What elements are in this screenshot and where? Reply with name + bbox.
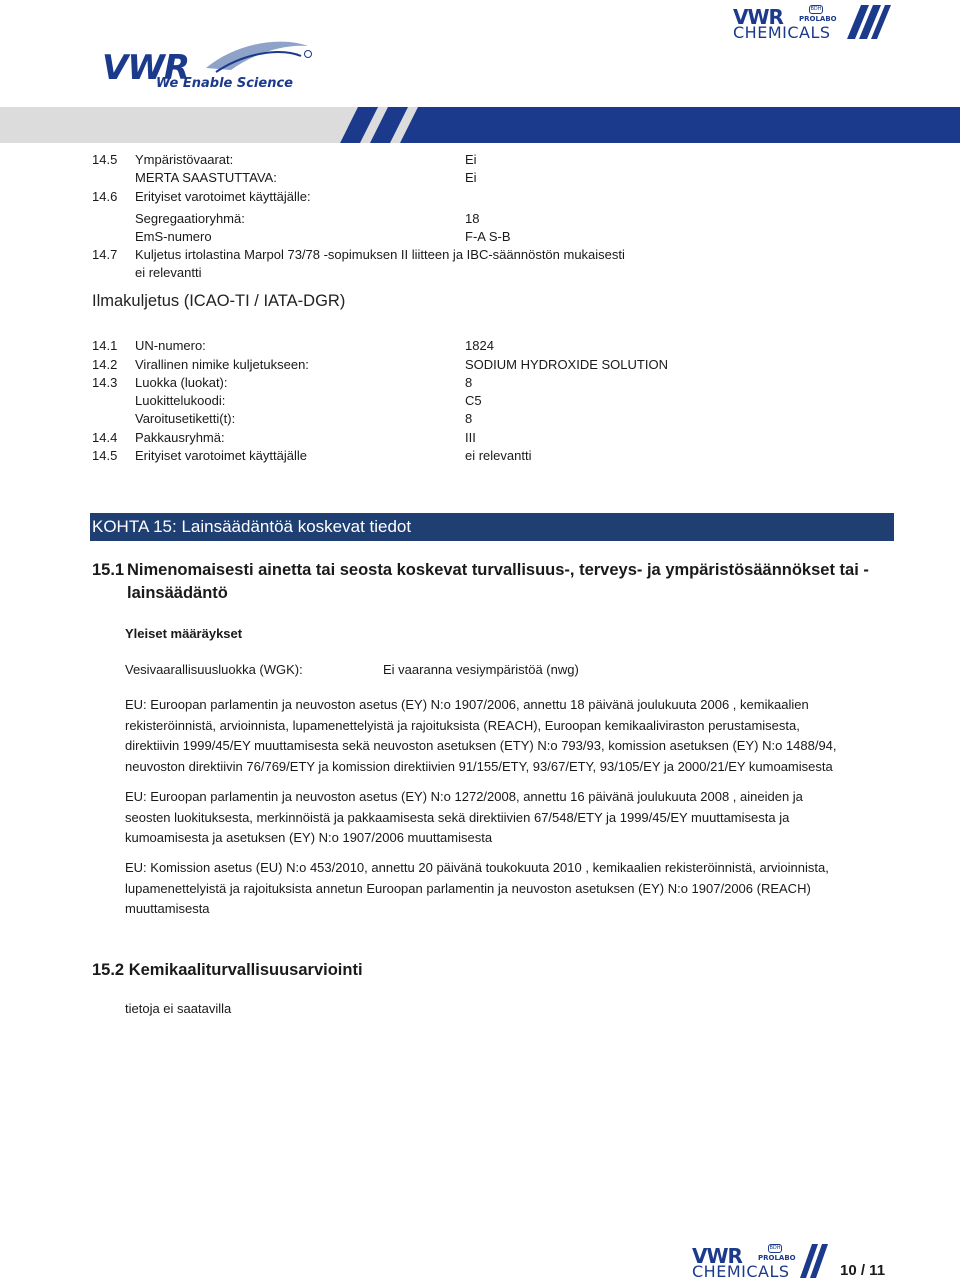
regulation-paragraph: EU: Komission asetus (EU) N:o 453/2010, annettu 20 päivänä toukokuuta 2010 , kemikaalien rekisteröinnistä, arvioinnista, lupamenettelyistä ja rajoituksista annetun Euroopan parlamentin ja neuvoston asetuksen (EY) N:o 1907/2006 (REACH) muuttamisesta	[125, 860, 829, 916]
vwr-chemicals-logo-top	[733, 5, 893, 45]
sea-row-label: Kuljetus irtolastina Marpol 73/78 -sopimuksen II liitteen ja IBC-säännöstön mukaisesti	[135, 247, 625, 262]
header-wedge-decoration	[330, 107, 960, 143]
sea-row-num: 14.5	[92, 152, 118, 167]
air-row-value: 8	[465, 375, 473, 390]
regulation-paragraph: EU: Euroopan parlamentin ja neuvoston asetus (EY) N:o 1907/2006, annettu 18 päivänä joulukuuta 2006 , kemikaalien rekisteröinnistä, arvioinnista, lupamenettelyistä ja rajoituksista (REACH), Euroopan kemikaaliviraston perustamisesta, direktiivin 1999/45/EY muuttamisesta sekä neuvoston asetuksen (ETY) N:o 793/93, komission asetuksen (EY) N:o 1488/94, neuvoston direktiivin 76/769/ETY ja komission direktiivien 91/155/ETY, 93/67/ETY, 93/105/EY ja 2000/21/EY kumoamisesta	[125, 697, 837, 774]
sea-row-label: MERTA SAASTUTTAVA:	[135, 170, 277, 185]
chem-logo-badge: BDH	[810, 6, 822, 12]
vwr-main-logo	[96, 38, 316, 98]
air-row-label: Varoitusetiketti(t):	[135, 411, 236, 426]
sea-row-value: Ei	[465, 152, 477, 167]
air-row-value: 1824	[465, 338, 494, 353]
sea-row-num: 14.7	[92, 247, 118, 262]
page-number: 10 / 11	[840, 1262, 886, 1279]
sea-row-label: Erityiset varotoimet käyttäjälle:	[135, 189, 311, 204]
air-row-num: 14.3	[92, 375, 118, 390]
wgk-label: Vesivaarallisuusluokka (WGK):	[125, 662, 303, 677]
chem-logo-chemicals: CHEMICALS	[733, 23, 831, 42]
air-row-label: Virallinen nimike kuljetukseen:	[135, 357, 309, 372]
sea-row-label: EmS-numero	[135, 229, 212, 244]
subsection-15-2-title: 15.2 Kemikaaliturvallisuusarviointi	[92, 961, 363, 979]
air-row-value: C5	[465, 393, 482, 408]
air-row-label: Luokka (luokat):	[135, 375, 228, 390]
sea-row-num: 14.6	[92, 189, 118, 204]
chem-logo-vwr: VWR	[733, 5, 783, 29]
air-transport-heading: Ilmakuljetus (ICAO-TI / IATA-DGR)	[92, 292, 346, 310]
chem-logo-prolabo: PROLABO	[799, 15, 837, 23]
air-row-label: Erityiset varotoimet käyttäjälle	[135, 448, 307, 463]
chem-logo-stripes-icon	[847, 5, 891, 39]
sea-row-value: F-A S-B	[465, 229, 511, 244]
air-row-num: 14.2	[92, 357, 118, 372]
sea-row-value: Ei	[465, 170, 477, 185]
sea-row-label: Ympäristövaarat:	[135, 152, 234, 167]
chem-logo-badge: BDH	[769, 1245, 781, 1251]
air-row-value: 8	[465, 411, 473, 426]
chem-logo-prolabo: PROLABO	[758, 1254, 796, 1262]
vwr-logo-tagline: We Enable Science	[156, 76, 293, 91]
subsection-15-1-title-line2: lainsäädäntö	[127, 584, 228, 602]
subsection-15-1-number: 15.1	[92, 561, 125, 579]
chem-logo-stripes-icon	[800, 1244, 830, 1278]
general-regulations-heading: Yleiset määräykset	[125, 626, 243, 641]
air-row-num: 14.4	[92, 430, 118, 445]
section-15-title-bar: KOHTA 15: Lainsäädäntöä koskevat tiedot	[90, 513, 894, 541]
vwr-logo-word: VWR	[102, 48, 189, 88]
air-row-label: Pakkausryhmä:	[135, 430, 225, 445]
air-row-label: UN-numero:	[135, 338, 206, 353]
subsection-15-2-text: tietoja ei saatavilla	[125, 1001, 232, 1016]
vwr-chemicals-logo-footer	[692, 1244, 852, 1284]
air-row-value: III	[465, 430, 476, 445]
regulation-paragraph: EU: Euroopan parlamentin ja neuvoston asetus (EY) N:o 1272/2008, annettu 16 päivänä joulukuuta 2008 , aineiden ja seosten luokituksesta, merkinnöistä ja pakkaamisesta sekä direktiivien 67/548/ETY ja 1999/45/EY muuttamisesta ja kumoamisesta ja asetuksen (EY) N:o 1907/2006 muuttamisesta	[125, 789, 803, 845]
air-row-value: SODIUM HYDROXIDE SOLUTION	[465, 357, 668, 372]
air-row-label: Luokittelukoodi:	[135, 393, 226, 408]
sea-row-label: Segregaatioryhmä:	[135, 211, 245, 226]
wgk-value: Ei vaaranna vesiympäristöä (nwg)	[383, 662, 579, 677]
sea-row-value: 18	[465, 211, 480, 226]
air-row-value: ei relevantti	[465, 448, 532, 463]
subsection-15-1-title-line1: Nimenomaisesti ainetta tai seosta koskevat turvallisuus-, terveys- ja ympäristösäännökset tai -	[127, 561, 869, 579]
chem-logo-chemicals: CHEMICALS	[692, 1262, 790, 1281]
air-row-num: 14.1	[92, 338, 118, 353]
sea-row-label: ei relevantti	[135, 265, 202, 280]
air-row-num: 14.5	[92, 448, 118, 463]
chem-logo-vwr: VWR	[692, 1244, 742, 1268]
